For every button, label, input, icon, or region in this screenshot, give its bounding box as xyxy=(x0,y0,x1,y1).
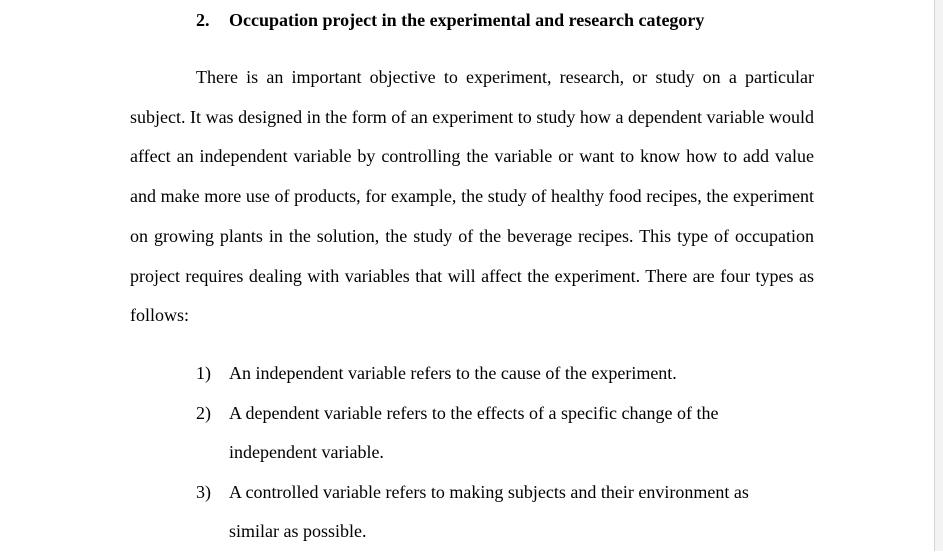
list-marker: 2) xyxy=(196,402,211,423)
list-item xyxy=(196,473,776,552)
section-title: Occupation project in the experimental and research category xyxy=(229,10,705,30)
list-marker: 3) xyxy=(196,481,211,502)
list-marker: 1) xyxy=(196,363,211,383)
list-item-text: An independent variable refers to the cause of the experiment. xyxy=(229,363,677,383)
section-number: 2. xyxy=(196,10,210,30)
window-edge xyxy=(934,0,943,551)
body-paragraph: There is an important objective to experiment, research, or study on a particular subject. It was designed in the form of an experiment to study how a dependent variable would affect an independent variable by controlling the variable or want to know how to add value and make more use of products, for example, the study of healthy food recipes, the experiment on growing plants in the solution, the study of the beverage recipes. This type of occupation project requires dealing with variables that will affect the experiment. There are four types as follows: xyxy=(130,67,814,326)
list-item xyxy=(196,394,776,473)
list-item-text: A controlled variable refers to making subjects and their environment as similar as possible. xyxy=(229,481,749,541)
list-item-text: A dependent variable refers to the effects of a specific change of the independent variable. xyxy=(229,402,719,462)
list-item xyxy=(196,354,776,394)
variable-types-list xyxy=(196,354,776,552)
section-heading xyxy=(196,8,704,32)
